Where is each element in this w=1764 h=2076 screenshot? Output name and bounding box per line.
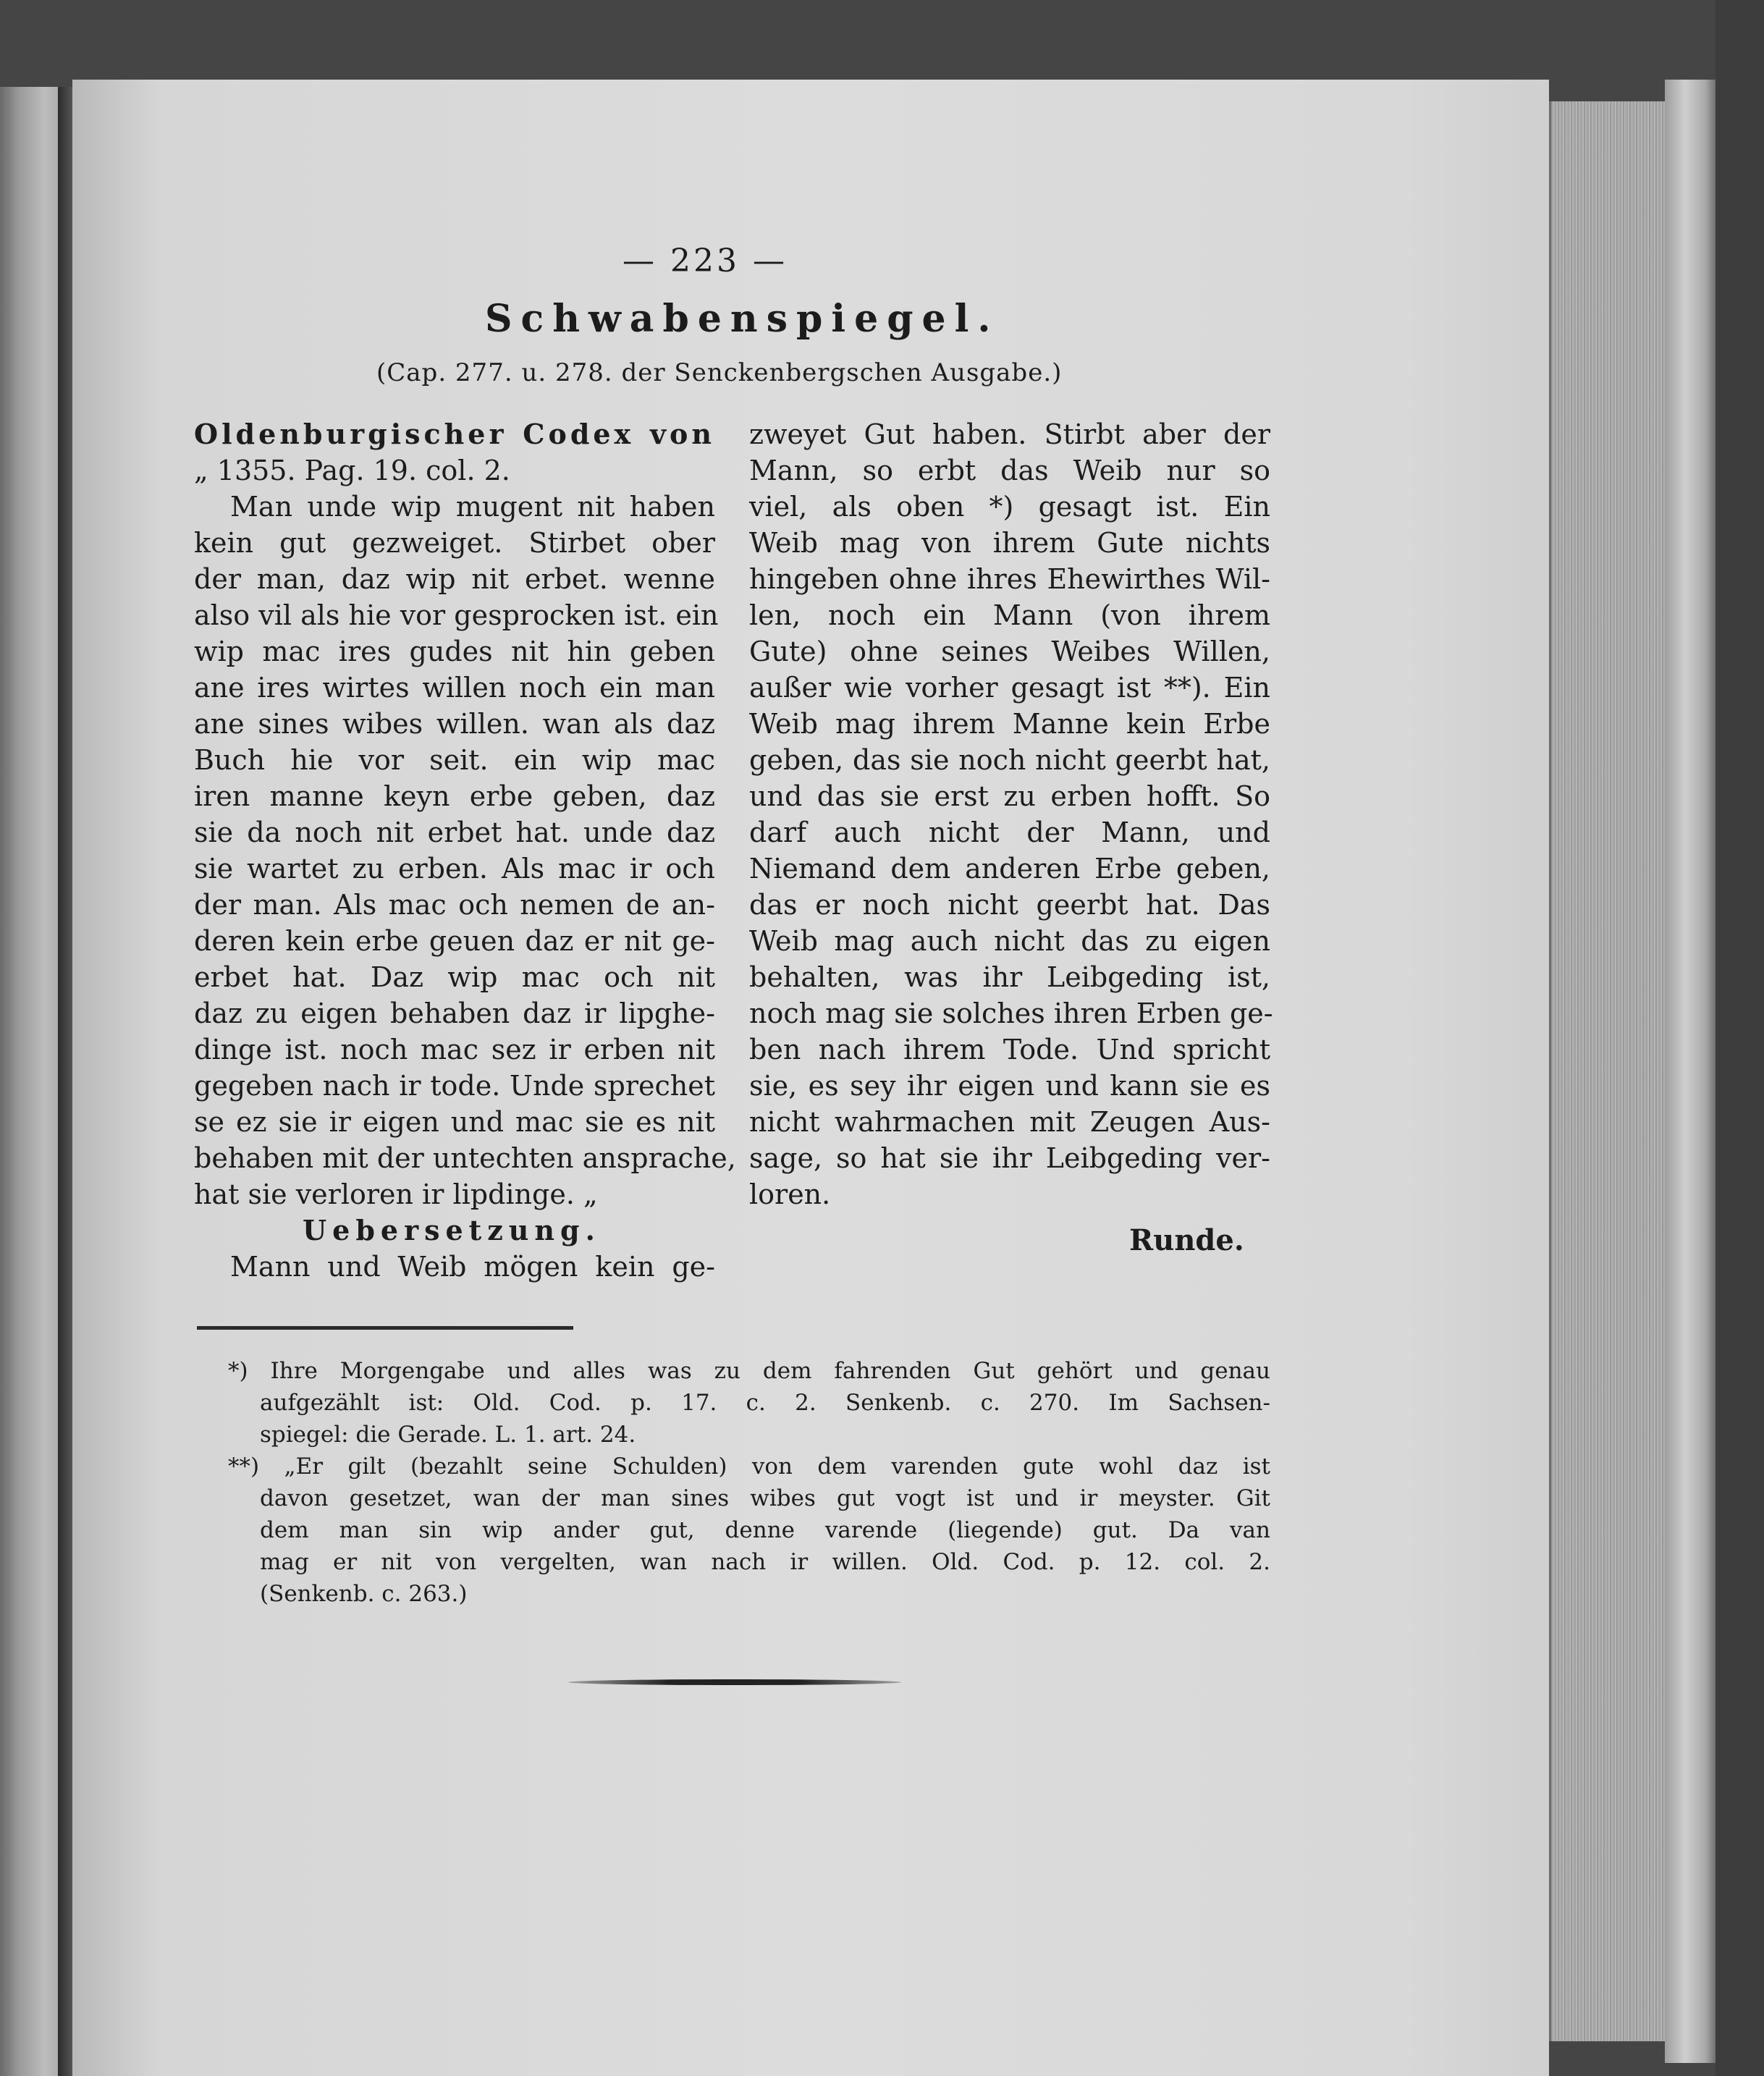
page-number: — 223 — [623, 242, 788, 279]
text-line: Gute) ohne seines Weibes Willen, [749, 636, 1270, 667]
text-line: Buch hie vor seit. ein wip mac [194, 744, 715, 776]
text-line: nicht wahrmachen mit Zeugen Aus- [749, 1106, 1270, 1138]
spine-gutter [58, 87, 74, 2076]
text-line: behaben mit der untechten ansprache, [194, 1142, 736, 1174]
text-line: Niemand dem anderen Erbe geben, [749, 853, 1270, 885]
footnotes [228, 1355, 1270, 1610]
text-line: iren manne keyn erbe geben, daz [194, 780, 715, 812]
text-line: der man, daz wip nit erbet. wenne [194, 563, 715, 595]
text-line: Oldenburgischer Codex von [194, 418, 715, 450]
text-line: se ez sie ir eigen und mac sie es nit [194, 1106, 715, 1138]
page-title: Schwabenspiegel. [485, 297, 1000, 341]
facing-page-edge [0, 87, 64, 2076]
text-line: erbet hat. Daz wip mac och nit [194, 961, 715, 993]
scan-background [1716, 0, 1764, 2076]
author-signature: Runde. [1129, 1223, 1244, 1257]
text-line: also vil als hie vor gesprocken ist. ein [194, 599, 719, 631]
text-line: geben, das sie noch nicht geerbt hat, [749, 744, 1270, 776]
text-line: viel, als oben *) gesagt ist. Ein [749, 491, 1270, 523]
text-line: Man unde wip mugent nit haben [230, 491, 715, 523]
text-line: Mann, so erbt das Weib nur so [749, 455, 1270, 486]
footnote-line: **) „Er gilt (bezahlt seine Schulden) von dem varenden gute wohl daz ist [228, 1453, 1270, 1480]
text-line: deren kein erbe geuen daz er nit ge- [194, 925, 715, 957]
text-line: wip mac ires gudes nit hin geben [194, 636, 715, 667]
text-line: noch mag sie solches ihren Erben ge- [749, 997, 1273, 1029]
text-line: dinge ist. noch mac sez ir erben nit [194, 1034, 715, 1066]
text-line: loren. [749, 1178, 831, 1210]
text-line: gegeben nach ir tode. Unde sprechet [194, 1070, 715, 1102]
footnote-line: aufgezählt ist: Old. Cod. p. 17. c. 2. Senkenb. c. 270. Im Sachsen- [260, 1390, 1270, 1416]
text-line: außer wie vorher gesagt ist **). Ein [749, 672, 1270, 704]
text-line: ane ires wirtes willen noch ein man [194, 672, 715, 704]
text-line: kein gut gezweiget. Stirbet ober [194, 527, 715, 559]
footnote-line: spiegel: die Gerade. L. 1. art. 24. [260, 1422, 636, 1448]
footnote-line: dem man sin wip ander gut, denne varende (liegende) gut. Da van [260, 1517, 1270, 1543]
text-line: hingeben ohne ihres Ehewirthes Wil- [749, 563, 1270, 595]
footnote-separator-rule [197, 1326, 573, 1330]
cover-edge [1665, 80, 1716, 2063]
text-line: len, noch ein Mann (von ihrem [749, 599, 1270, 631]
translation-heading: Uebersetzung. [303, 1214, 601, 1246]
text-line: Mann und Weib mögen kein ge- [230, 1251, 715, 1283]
text-line: das er noch nicht geerbt hat. Das [749, 889, 1270, 921]
text-line: sie, es sey ihr eigen und kann sie es [749, 1070, 1270, 1102]
text-line: ben nach ihrem Tode. Und spricht [749, 1034, 1270, 1066]
text-line: sie da noch nit erbet hat. unde daz [194, 817, 715, 848]
text-line: Weib mag ihrem Manne kein Erbe [749, 708, 1270, 740]
text-line: daz zu eigen behaben daz ir lipghe- [194, 997, 715, 1029]
footnote-line: mag er nit von vergelten, wan nach ir willen. Old. Cod. p. 12. col. 2. [260, 1549, 1270, 1575]
text-line: behalten, was ihr Leibgeding ist, [749, 961, 1270, 993]
right-text-column [749, 416, 1273, 1212]
text-line: sie wartet zu erben. Als mac ir och [194, 853, 715, 885]
left-text-column [194, 416, 736, 1285]
text-line: zweyet Gut haben. Stirbt aber der [749, 418, 1270, 450]
text-line: darf auch nicht der Mann, und [749, 817, 1270, 848]
page-block-edge [1549, 101, 1667, 2041]
footnote-line: (Senkenb. c. 263.) [260, 1581, 468, 1607]
footnote-line: davon gesetzet, wan der man sines wibes gut vogt ist und ir meyster. Git [260, 1485, 1270, 1511]
end-ornament-rule [568, 1679, 901, 1685]
text-line: und das sie erst zu erben hofft. So [749, 780, 1270, 812]
text-line: „ 1355. Pag. 19. col. 2. [194, 455, 510, 486]
text-line: sage, so hat sie ihr Leibgeding ver- [749, 1142, 1270, 1174]
text-line: Weib mag auch nicht das zu eigen [749, 925, 1270, 957]
footnote-line: *) Ihre Morgengabe und alles was zu dem fahrenden Gut gehört und genau [228, 1358, 1270, 1384]
text-line: ane sines wibes willen. wan als daz [194, 708, 715, 740]
text-line: hat sie verloren ir lipdinge. „ [194, 1178, 598, 1210]
text-line: der man. Als mac och nemen de an- [194, 889, 715, 921]
text-line: Weib mag von ihrem Gute nichts [749, 527, 1270, 559]
page-subtitle: (Cap. 277. u. 278. der Senckenbergschen Ausgabe.) [376, 358, 1063, 387]
